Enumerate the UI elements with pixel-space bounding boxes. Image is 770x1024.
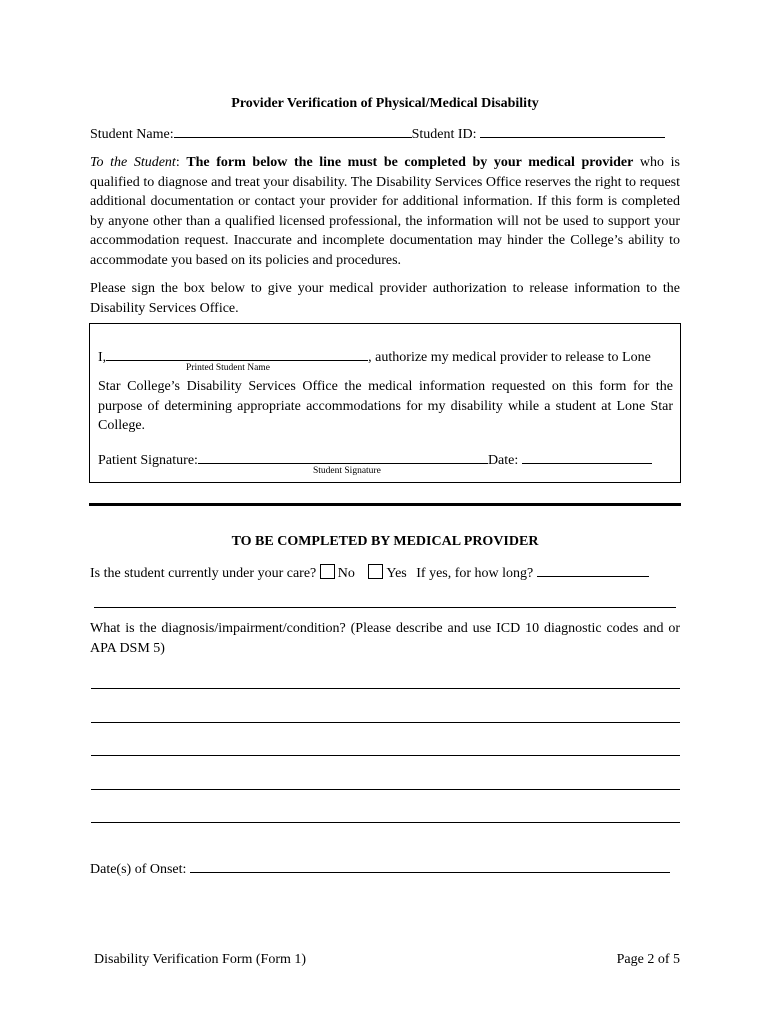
intro-lead: To the Student — [90, 155, 176, 170]
patient-signature-field[interactable] — [198, 449, 488, 464]
care-question: Is the student currently under your care? — [90, 566, 317, 581]
diagnosis-line-2[interactable] — [91, 722, 680, 723]
section-separator — [89, 503, 681, 506]
diagnosis-line-1[interactable] — [91, 688, 680, 689]
no-label: No — [337, 566, 355, 581]
provider-section-title: TO BE COMPLETED BY MEDICAL PROVIDER — [231, 534, 539, 549]
intro-colon: : — [175, 155, 187, 170]
student-name-field[interactable] — [174, 123, 412, 138]
signature-row — [98, 449, 673, 471]
footer-form-name: Disability Verification Form (Form 1) — [94, 952, 307, 967]
diagnosis-question: What is the diagnosis/impairment/condition? (Please describe and use ICD 10 diagnostic codes and or APA DSM 5) — [90, 621, 680, 656]
how-long-extra-line[interactable] — [94, 607, 676, 608]
intro-paragraph — [90, 153, 680, 270]
diagnosis-line-5[interactable] — [91, 822, 680, 823]
sign-instruction: Please sign the box below to give your medical provider authorization to release information to the Disability Services Office. — [90, 281, 680, 316]
care-question-row — [90, 562, 680, 584]
yes-checkbox[interactable] — [368, 564, 383, 579]
yes-label: Yes — [386, 566, 407, 581]
student-info-row — [90, 123, 680, 145]
student-id-label: Student ID: — [411, 127, 477, 142]
no-checkbox[interactable] — [320, 564, 335, 579]
how-long-field[interactable] — [537, 562, 649, 577]
date-label: Date: — [487, 453, 519, 468]
signature-caption: Student Signature — [313, 466, 381, 476]
diagnosis-line-4[interactable] — [91, 789, 680, 790]
authorization-line — [98, 346, 673, 368]
intro-rest: who is qualified to diagnose and treat your disability. The Disability Services Office reserves the right to request additional documentation or contact your provider for additional information. If this form is completed by anyone other than a qualified licensed professional, the information will not be used to support your accommodation request. Inaccurate and incomplete documentation may hinder the College’s ability to accommodate you based on its policies and procedures. — [90, 155, 680, 268]
intro-bold: The form below the line must be completed by your medical provider — [186, 155, 634, 170]
signature-date-field[interactable] — [522, 449, 652, 464]
footer-page-number: Page 2 of 5 — [616, 952, 680, 967]
onset-field[interactable] — [190, 858, 670, 873]
how-long-label: If yes, for how long? — [416, 566, 534, 581]
authorization-suffix: , authorize my medical provider to release to Lone — [368, 350, 651, 365]
diagnosis-line-3[interactable] — [91, 755, 680, 756]
printed-name-field[interactable] — [106, 346, 368, 361]
signature-label: Patient Signature: — [98, 453, 198, 468]
onset-label: Date(s) of Onset: — [90, 862, 187, 877]
student-name-label: Student Name: — [90, 127, 174, 142]
student-id-field[interactable] — [480, 123, 665, 138]
printed-name-caption: Printed Student Name — [186, 363, 270, 373]
authorization-body: Star College’s Disability Services Office the medical information requested on this form for the purpose of determining appropriate accommodations for my disability while a student at Lone Star College. — [98, 379, 673, 433]
form-title: Provider Verification of Physical/Medical Disability — [231, 96, 539, 111]
onset-row — [90, 858, 680, 880]
authorization-prefix: I, — [98, 350, 107, 365]
